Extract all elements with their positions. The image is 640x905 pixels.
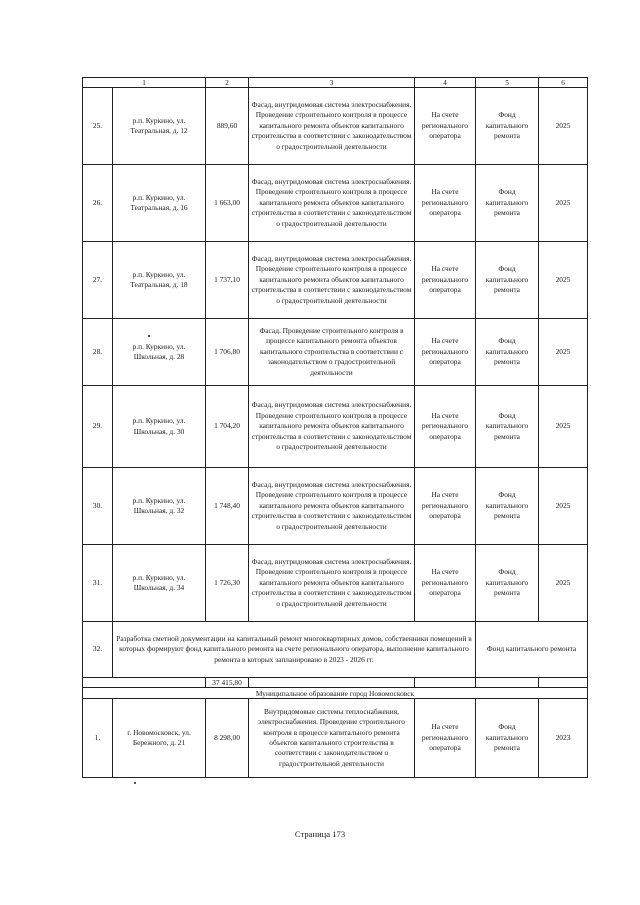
- table-row: [83, 88, 588, 165]
- row-address: г. Новомосковск, ул. Бережного, д. 21: [113, 699, 206, 778]
- table-row-estimate: [83, 622, 588, 678]
- row-fund: Фонд капитального ремонта: [476, 165, 539, 242]
- row-area: 1 748,40: [206, 468, 249, 545]
- row-work-description: Фасад, внутридомовая система электроснабжения. Проведение строительного контроля в процессе капитального ремонта объектов капитального строительства в соответствии с законодательством о градостроительной деятельности: [249, 242, 415, 319]
- row-address: р.п. Куркино, ул. Школьная, д. 32: [113, 468, 206, 545]
- table-row: [83, 699, 588, 778]
- total-empty-cell: [249, 678, 415, 688]
- row-year: 2025: [539, 468, 588, 545]
- row-work-description: Фасад, внутридомовая система электроснабжения. Проведение строительного контроля в процессе капитального ремонта объектов капитального строительства в соответствии с законодательством о градостроительной деятельности: [249, 165, 415, 242]
- row-number: 27.: [83, 242, 113, 319]
- total-empty-cell: [415, 678, 476, 688]
- row-year: 2025: [539, 545, 588, 622]
- row-year: 2025: [539, 88, 588, 165]
- row-fund: Фонд капитального ремонта: [476, 242, 539, 319]
- row-fund: Фонд капитального ремонта: [476, 468, 539, 545]
- row-fund: Фонд капитального ремонта: [476, 319, 539, 386]
- municipality-title: Муниципальное образование город Новомосковск: [83, 688, 588, 699]
- header-cell-5: 5: [476, 78, 539, 88]
- row-year: 2025: [539, 319, 588, 386]
- row-number: 1.: [83, 699, 113, 778]
- row-address: р.п. Куркино, ул. Театральная, д. 16: [113, 165, 206, 242]
- repair-plan-table: [82, 77, 588, 778]
- row-area: 889,60: [206, 88, 249, 165]
- row-year: 2023: [539, 699, 588, 778]
- row-year: 2025: [539, 165, 588, 242]
- row-area: 1 726,30: [206, 545, 249, 622]
- estimate-fund: Фонд капитального ремонта: [476, 622, 588, 678]
- table-row: [83, 468, 588, 545]
- total-empty-cell: [539, 678, 588, 688]
- header-cell-1: 1: [83, 78, 206, 88]
- row-account: На счете регионального оператора: [415, 319, 476, 386]
- table-row: [83, 545, 588, 622]
- table-row: [83, 319, 588, 386]
- row-account: На счете регионального оператора: [415, 242, 476, 319]
- row-year: 2025: [539, 242, 588, 319]
- row-area: 1 663,00: [206, 165, 249, 242]
- row-address: р.п. Куркино, ул. Школьная, д. 30: [113, 386, 206, 468]
- row-area: 1 706,80: [206, 319, 249, 386]
- row-work-description: Фасад, внутридомовая система электроснабжения. Проведение строительного контроля в процессе капитального ремонта объектов капитального строительства в соответствии с законодательством о градостроительной деятельности: [249, 468, 415, 545]
- header-cell-3: 3: [249, 78, 415, 88]
- header-cell-2: 2: [206, 78, 249, 88]
- row-number: 29.: [83, 386, 113, 468]
- row-account: На счете регионального оператора: [415, 88, 476, 165]
- row-fund: Фонд капитального ремонта: [476, 88, 539, 165]
- table-row: [83, 242, 588, 319]
- total-empty-cell: [83, 678, 206, 688]
- row-number: 28.: [83, 319, 113, 386]
- row-account: На счете регионального оператора: [415, 468, 476, 545]
- scan-speck: [148, 335, 150, 337]
- row-work-description: Фасад, внутридомовая система электроснабжения. Проведение строительного контроля в процессе капитального ремонта объектов капитального строительства в соответствии с законодательством о градостроительной деятельности: [249, 386, 415, 468]
- row-fund: Фонд капитального ремонта: [476, 545, 539, 622]
- table-header-row: [83, 78, 588, 88]
- row-account: На счете регионального оператора: [415, 699, 476, 778]
- row-address: р.п. Куркино, ул. Школьная, д. 28: [113, 319, 206, 386]
- row-account: На счете регионального оператора: [415, 386, 476, 468]
- row-work-description: Фасад. Проведение строительного контроля в процессе капитального ремонта объектов капитального строительства в соответствии с законодательством о градостроительной деятельности: [249, 319, 415, 386]
- scan-speck: [134, 782, 136, 784]
- total-row: [83, 678, 588, 688]
- row-address: р.п. Куркино, ул. Театральная, д. 18: [113, 242, 206, 319]
- municipality-row: [83, 688, 588, 699]
- row-work-description: Фасад, внутридомовая система электроснабжения. Проведение строительного контроля в процессе капитального ремонта объектов капитального строительства в соответствии с законодательством о градостроительной деятельности: [249, 88, 415, 165]
- table-row: [83, 165, 588, 242]
- total-area: 37 415,80: [206, 678, 249, 688]
- row-area: 1 704,20: [206, 386, 249, 468]
- row-fund: Фонд капитального ремонта: [476, 699, 539, 778]
- row-area: 1 737,10: [206, 242, 249, 319]
- row-work-description: Внутридомовые системы теплоснабжения, электроснабжения. Проведение строительного контроля в процессе капитального ремонта объектов капитального строительства в соответствии с законодательством о градостроительной деятельности: [249, 699, 415, 778]
- row-address: р.п. Куркино, ул. Театральная, д. 12: [113, 88, 206, 165]
- row-number: 30.: [83, 468, 113, 545]
- row-year: 2025: [539, 386, 588, 468]
- row-number: 26.: [83, 165, 113, 242]
- page-number: Страница 173: [294, 829, 346, 839]
- row-number: 25.: [83, 88, 113, 165]
- row-account: На счете регионального оператора: [415, 545, 476, 622]
- estimate-description: Разработка сметной документации на капитальный ремонт многоквартирных домов, собственники помещений в которых формируют фонд капитального ремонта на счете регионального оператора, выполнение капитального ремонта в которых запланировано в 2023 - 2026 гг.: [113, 622, 476, 678]
- row-area: 8 298,00: [206, 699, 249, 778]
- header-cell-4: 4: [415, 78, 476, 88]
- row-address: р.п. Куркино, ул. Школьная, д. 34: [113, 545, 206, 622]
- row-work-description: Фасад, внутридомовая система электроснабжения. Проведение строительного контроля в процессе капитального ремонта объектов капитального строительства в соответствии с законодательством о градостроительной деятельности: [249, 545, 415, 622]
- header-cell-6: 6: [539, 78, 588, 88]
- row-number: 31.: [83, 545, 113, 622]
- row-number: 32.: [83, 622, 113, 678]
- row-account: На счете регионального оператора: [415, 165, 476, 242]
- table-row: [83, 386, 588, 468]
- total-empty-cell: [476, 678, 539, 688]
- row-fund: Фонд капитального ремонта: [476, 386, 539, 468]
